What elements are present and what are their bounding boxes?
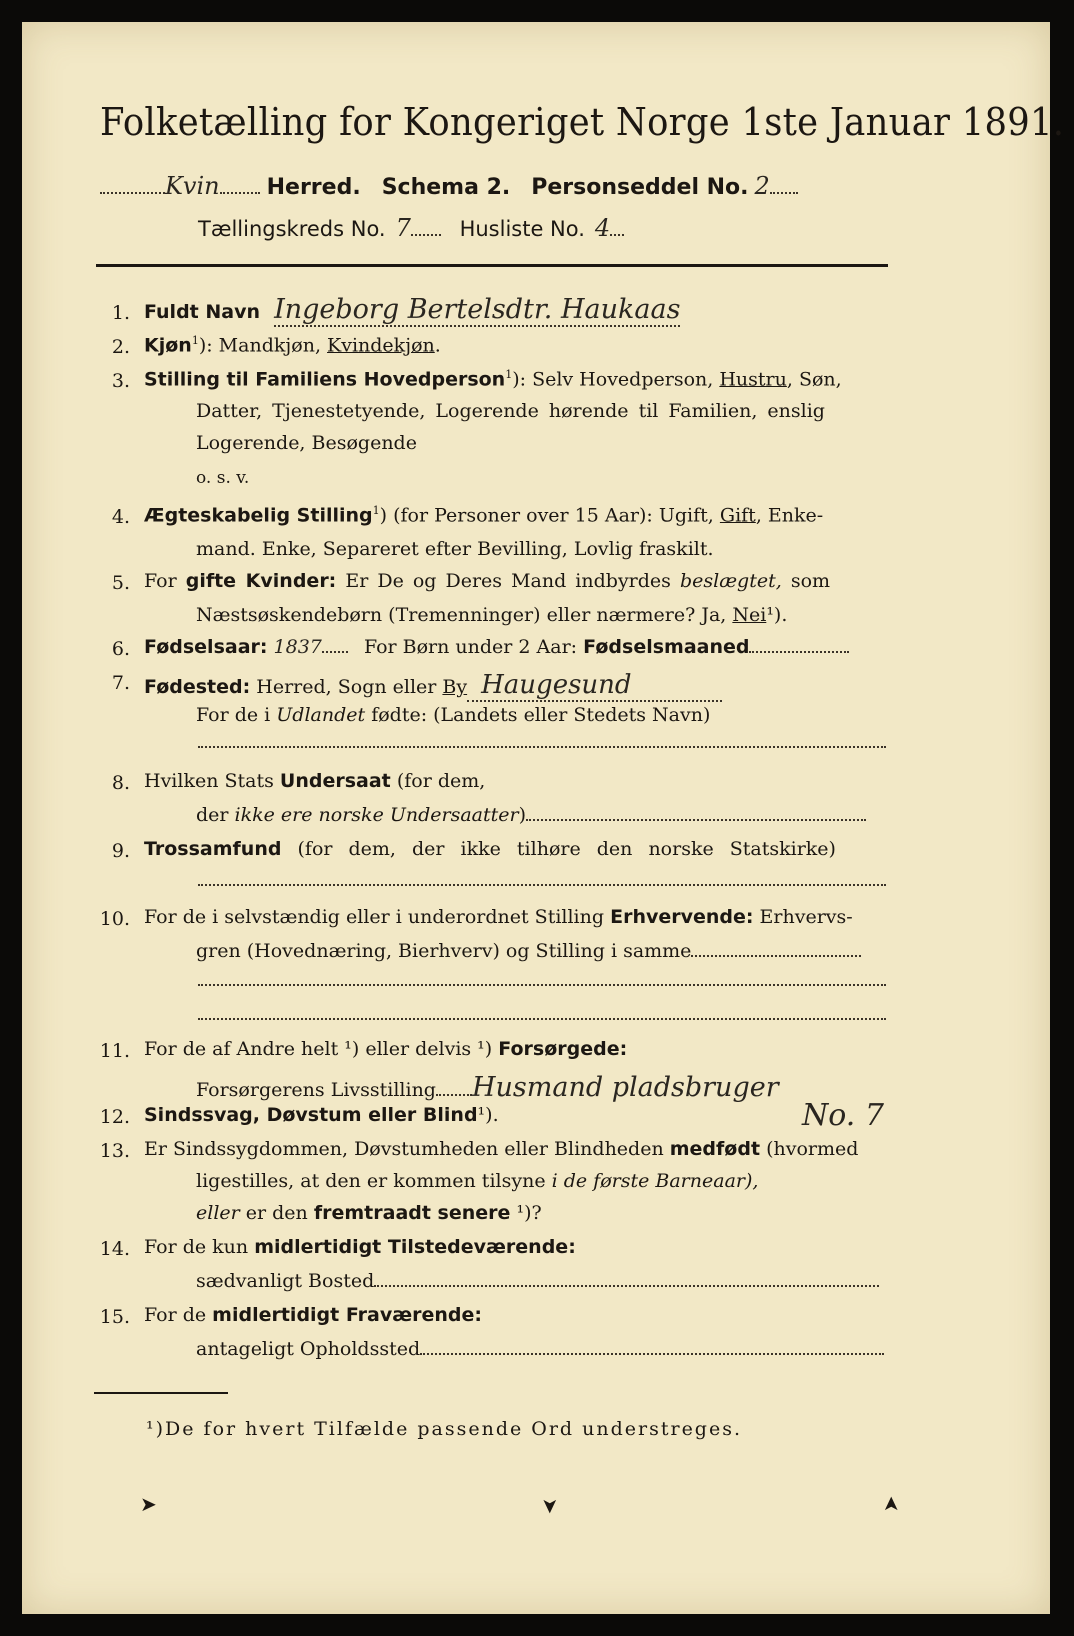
q5-label: gifte Kvinder: (185, 570, 337, 592)
q4-row (144, 504, 823, 526)
q5-line2-end: ¹). (766, 604, 788, 626)
q7-line2-end: fødte: (Landets eller Stedets Navn) (371, 704, 711, 726)
q13-label2: fremtraadt senere (313, 1202, 511, 1224)
q7-text: Herred, Sogn eller (256, 676, 437, 698)
q10-text-b: Erhvervs- (759, 906, 853, 928)
q3-line4: o. s. v. (196, 468, 250, 488)
q15-number: 15. (99, 1306, 130, 1328)
q10-row (144, 906, 853, 928)
q13-line3-text: er den (245, 1202, 308, 1224)
q7-line2-text: For de i (196, 704, 271, 726)
q14-line2 (196, 1270, 879, 1292)
footnote (146, 1418, 742, 1440)
husliste-label: Husliste No. (459, 217, 585, 241)
q13-line3-italic: eller (196, 1202, 240, 1224)
q6-value: 1837 (273, 636, 322, 658)
q10-line2-text: gren (Hovednæring, Bierhverv) og Stilling i samme (196, 940, 692, 962)
q13-text-b: (hvormed (766, 1138, 859, 1160)
q3-underlined: Hustru (719, 368, 787, 391)
q12-label: Sindssvag, Døvstum eller Blind (144, 1104, 478, 1126)
personseddel-value: 2 (754, 172, 770, 200)
q5-number: 5. (111, 572, 130, 594)
q9-blank-line (198, 884, 886, 886)
q8-text-b: (for dem, (396, 770, 486, 792)
q13-line3 (196, 1202, 542, 1224)
q3-text: ): Selv Hovedperson, (512, 368, 714, 391)
q1-value: Ingeborg Bertelsdtr. Haukaas (274, 294, 681, 325)
footnote-sup: ¹) (146, 1418, 166, 1440)
q4-number: 4. (111, 506, 130, 528)
q15-row (144, 1304, 482, 1326)
kreds-value: 7 (395, 214, 411, 242)
q5-italic: beslægtet, (679, 570, 782, 592)
header-rule (96, 264, 888, 267)
q10-blank-line-1 (198, 984, 886, 986)
q1-label: Fuldt Navn (144, 301, 261, 323)
q2-row (144, 334, 441, 356)
q15-label: midlertidigt Fraværende: (212, 1304, 482, 1326)
q2-number: 2. (111, 336, 130, 358)
q15-line2-text: antageligt Opholdssted (196, 1338, 421, 1360)
q13-line2 (196, 1170, 758, 1192)
q3-line3: Logerende, Besøgende (196, 432, 417, 454)
corner-mark-left: ➤ (140, 1492, 157, 1516)
q5-line2 (196, 604, 787, 626)
q7-row (144, 670, 722, 700)
q13-row (144, 1138, 858, 1160)
q2-label: Kjøn (144, 334, 192, 357)
q6-label: Fødselsaar: (144, 636, 268, 658)
q8-line2-end: ) (518, 804, 527, 826)
q12-number: 12. (99, 1106, 130, 1128)
q1-number: 1. (111, 302, 130, 324)
q8-italic: ikke ere norske Undersaatter (234, 804, 519, 826)
corner-mark-right: ➤ (878, 1495, 903, 1513)
census-form-page (22, 22, 1065, 1614)
q2-end: . (434, 334, 441, 357)
q2-text: ): Mandkjøn, (198, 334, 321, 357)
q3-number: 3. (111, 370, 130, 392)
q3-line2: Datter, Tjenestetyende, Logerende hørende til Familien, enslig (196, 400, 825, 422)
q3-row (144, 368, 842, 390)
q5-text: For (144, 570, 177, 592)
q12-text: ¹). (477, 1104, 499, 1126)
q9-label: Trossamfund (144, 838, 282, 860)
q5-text-b: Er De og Deres Mand indbyrdes (345, 570, 671, 592)
q6-text: For Børn under 2 Aar: (363, 636, 578, 658)
q3-sup: 1 (505, 368, 513, 381)
q5-row (144, 570, 830, 592)
q14-text: For de kun (144, 1236, 249, 1258)
q1-row (144, 294, 680, 325)
husliste-value: 4 (594, 214, 611, 242)
q8-line2 (196, 804, 866, 826)
q13-number: 13. (99, 1140, 130, 1162)
q11-value2: No. 7 (802, 1098, 884, 1133)
q13-line3-end: ¹)? (516, 1202, 542, 1224)
q7-label: Fødested: (144, 676, 251, 698)
q11-value: Husmand pladsbruger (471, 1072, 779, 1103)
q4-label: Ægteskabelig Stilling (144, 504, 373, 527)
q3-text-b: , Søn, (786, 368, 842, 391)
q9-number: 9. (111, 840, 130, 862)
q7-italic: Udlandet (276, 704, 366, 726)
q13-italic: i de første Barneaar), (551, 1170, 759, 1192)
q10-text: For de i selvstændig eller i underordnet Stilling (144, 906, 605, 928)
q10-label: Erhvervende: (610, 906, 754, 928)
q6-row (144, 636, 849, 658)
q8-row (144, 770, 485, 792)
q11-text: For de af Andre helt ¹) eller delvis ¹) (144, 1038, 493, 1060)
q11-line2-text: Forsørgerens Livsstilling (196, 1079, 436, 1101)
q4-underlined: Gift (719, 504, 756, 527)
q11-line2 (196, 1072, 779, 1103)
q14-row (144, 1236, 576, 1258)
q9-text: (for dem, der ikke tilhøre den norske Statskirke) (297, 838, 836, 860)
herred-row (100, 172, 798, 200)
q8-number: 8. (111, 772, 130, 794)
q15-line2 (196, 1338, 884, 1360)
q4-line2: mand. Enke, Separeret efter Bevilling, Lovlig fraskilt. (196, 538, 714, 560)
schema-label: Schema 2. (381, 175, 511, 200)
q10-number: 10. (99, 908, 130, 930)
q14-line2-text: sædvanligt Bosted (196, 1270, 375, 1292)
q2-underlined: Kvindekjøn (327, 334, 435, 357)
q3-label: Stilling til Familiens Hovedperson (144, 368, 506, 391)
q6-label2: Fødselsmaaned (583, 636, 750, 658)
q6-number: 6. (111, 638, 130, 660)
q13-line2-text: ligestilles, at den er kommen tilsyne (196, 1170, 546, 1192)
q10-line2 (196, 940, 861, 962)
q2-sup: 1 (191, 334, 199, 347)
footnote-text: De for hvert Tilfælde passende Ord understreges. (165, 1418, 743, 1440)
q11-row (144, 1038, 627, 1060)
q4-text: ) (for Personer over 15 Aar): Ugift, (379, 504, 714, 527)
q7-blank-line (198, 746, 886, 748)
q14-label: midlertidigt Tilstedeværende: (254, 1236, 576, 1258)
q13-label: medfødt (669, 1138, 761, 1160)
q7-number: 7. (111, 672, 130, 694)
q8-text: Hvilken Stats (144, 770, 274, 792)
q15-text: For de (144, 1304, 207, 1326)
q8-label: Undersaat (279, 770, 391, 792)
q14-number: 14. (99, 1238, 130, 1260)
q10-blank-line-2 (198, 1018, 886, 1020)
corner-mark-center: ➤ (538, 1497, 563, 1515)
q9-row (144, 838, 836, 860)
q5-text-c: som (790, 570, 831, 592)
q13-text: Er Sindssygdommen, Døvstumheden eller Blindheden (144, 1138, 664, 1160)
q5-underlined: Nei (732, 604, 767, 626)
form-title: Folketælling for Kongeriget Norge 1ste Januar 1891. (100, 100, 1065, 144)
q7-line2 (196, 704, 710, 726)
footnote-rule (94, 1392, 228, 1394)
q5-line2-text: Næstsøskendebørn (Tremenninger) eller nærmere? Ja, (196, 604, 727, 626)
q7-value: Haugesund (467, 670, 721, 702)
q11-number: 11. (99, 1040, 130, 1062)
q4-text-b: , Enke- (755, 504, 824, 527)
q8-line2-text: der (196, 804, 229, 826)
q7-underlined: By (442, 676, 468, 698)
personseddel-label: Personseddel No. (531, 175, 749, 200)
herred-label: Herred. (266, 175, 361, 200)
q4-sup: 1 (372, 504, 380, 517)
kreds-row (198, 214, 624, 242)
kreds-label: Tællingskreds No. (198, 217, 386, 241)
herred-value: Kvin (165, 172, 220, 200)
q11-label: Forsørgede: (498, 1038, 628, 1060)
q12-row (144, 1104, 499, 1126)
